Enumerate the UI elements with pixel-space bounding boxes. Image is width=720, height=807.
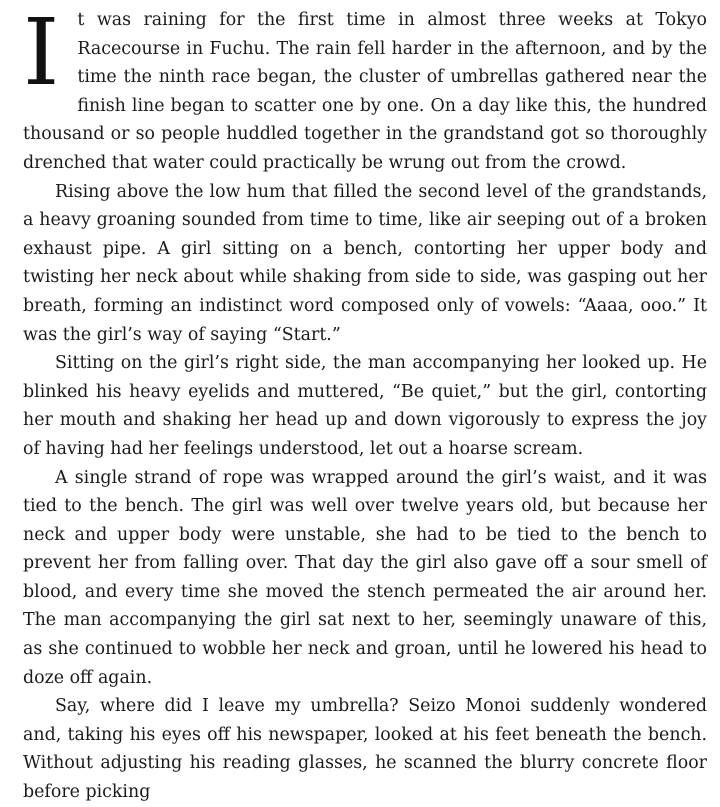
paragraph-4: A single strand of rope was wrapped around the girl’s waist, and it was tied to the bench. The girl was well over twelve years old, but because her neck and upper body were unstable, she had to be tied to the bench to prevent her from falling over. That day the girl also gave off a sour smell of blood, and every time she moved the stench permeated the air around her. The man accompanying the girl sat next to her, seemingly unaware of this, as she continued to wobble her neck and groan, until he lowered his head to doze off again. [23,467,707,688]
book-page [23,0,707,807]
paragraph-3: Sitting on the girl’s right side, the man accompanying her looked up. He blinked his heavy eyelids and muttered, “Be quiet,” but the girl, contorting her mouth and shaking her head up and down vigorously to express the joy of having had her feelings understood, let out a hoarse scream. [23,353,707,459]
drop-cap: I [23,0,60,106]
paragraph-1-text: t was raining for the first time in almost three weeks at Tokyo Racecourse in Fuchu. The rain fell harder in the afternoon, and by the time the ninth race began, the cluster of umbrellas gathered near the finish line began to scatter one by one. On a day like this, the hundred thousand or so people huddled together in the grandstand got so thoroughly drenched that water could practically be wrung out from the crowd. [23,10,707,173]
paragraph-1 [23,0,707,178]
paragraph-5: Say, where did I leave my umbrella? Seizo Monoi suddenly wondered and, taking his eyes off his newspaper, looked at his feet beneath the bench. Without adjusting his reading glasses, he scanned the blurry concrete floor before picking [23,696,707,803]
paragraph-2: Rising above the low hum that filled the second level of the grandstands, a heavy groaning sounded from time to time, like air seeping out of a broken exhaust pipe. A girl sitting on a bench, contorting her upper body and twisting her neck about while shaking from side to side, was gasping out her breath, forming an indistinct word composed only of vowels: “Aaaa, ooo.” It was the girl’s way of saying “Start.” [23,181,707,345]
